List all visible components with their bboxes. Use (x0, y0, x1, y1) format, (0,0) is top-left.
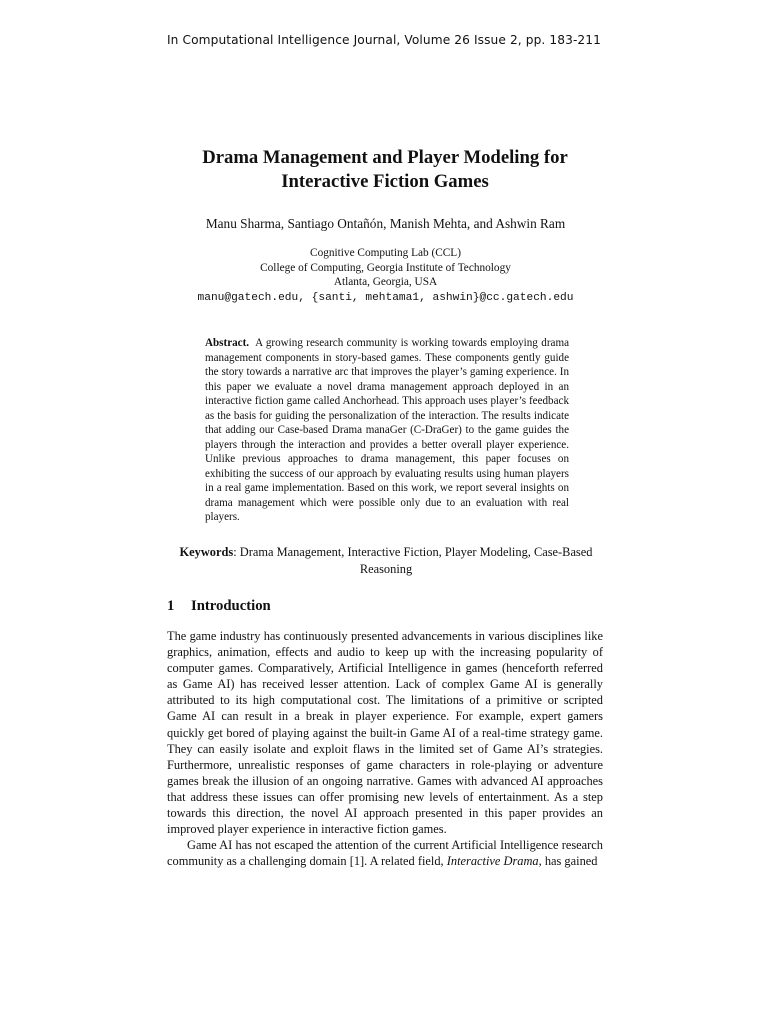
body-paragraph-2 (167, 837, 603, 869)
section-number: 1 (167, 598, 175, 614)
abstract-label: Abstract. (205, 337, 250, 349)
author-list: Manu Sharma, Santiago Ontañón, Manish Mehta, and Ashwin Ram (205, 216, 566, 231)
abstract-text: A growing research community is working towards employing drama management components in story-based games. These components gently guide the story towards a narrative arc that improves the player’s gaming experience. In this paper we evaluate a novel drama management approach deployed in an interactive fiction game called Anchorhead. This approach uses player’s feedback as the basis for guiding the personalization of the interaction. The results indicate that adding our Case-based Drama manaGer (C-DraGer) to the game guides the players through the interaction and provides a better overall player experience. Unlike previous approaches to drama management, this paper focuses on exhibiting the success of our approach by evaluating results using human players in a real game implementation. Based on this work, we report several insights on drama management which were possible only due to an evaluation with real players. (205, 337, 569, 523)
title-line-1: Drama Management and Player Modeling for (202, 147, 568, 168)
affiliation-location: Atlanta, Georgia, USA (333, 276, 438, 288)
body-text (167, 628, 603, 869)
author-emails: manu@gatech.edu, {santi, mehtama1, ashwin}@cc.gatech.edu (197, 291, 574, 304)
keywords-text: : Drama Management, Interactive Fiction, Player Modeling, Case-Based Reasoning (233, 545, 593, 576)
body-paragraph-1: The game industry has continuously presented advancements in various disciplines like graphics, animation, effects and audio to keep up with the increasing popularity of computer games. Comparatively, Artificial Intelligence in games (henceforth referred as Game AI) has received lesser attention. Lack of complex Game AI is generally attributed to its high computational cost. The limitations of a primitive or scripted Game AI can result in a break in player experience. For example, expert gamers quickly get bored of playing against the built-in Game AI of a real-time strategy game. They can easily isolate and exploit flaws in the limited set of Game AI’s strategies. Furthermore, unrealistic responses of game characters in role-playing or adventure games break the illusion of an ongoing narrative. Games with advanced AI approaches that address these issues can offer promising new levels of entertainment. As a step towards this direction, the novel AI approach presented in this paper provides an improved player experience in interactive fiction games. (167, 629, 603, 837)
title-line-2: Interactive Fiction Games (281, 171, 489, 192)
section-title: Introduction (191, 598, 271, 614)
affiliation-lab: Cognitive Computing Lab (CCL) (310, 247, 461, 259)
abstract (205, 336, 569, 525)
paragraph-2-start: Game AI has not escaped the attention of the current Artificial Intelligence research community as a challenging domain [1]. A related field, (167, 838, 603, 869)
keywords (172, 544, 600, 577)
affiliation-block (0, 246, 768, 305)
section-heading (167, 598, 271, 615)
affiliation-college: College of Computing, Georgia Institute of Technology (260, 261, 511, 274)
keywords-label: Keywords (179, 545, 234, 559)
paragraph-2-end: , has gained (538, 854, 598, 869)
journal-header: In Computational Intelligence Journal, Volume 26 Issue 2, pp. 183-211 (166, 33, 601, 47)
emphasis-interactive-drama: Interactive Drama (446, 854, 539, 869)
paper-title (150, 146, 620, 194)
